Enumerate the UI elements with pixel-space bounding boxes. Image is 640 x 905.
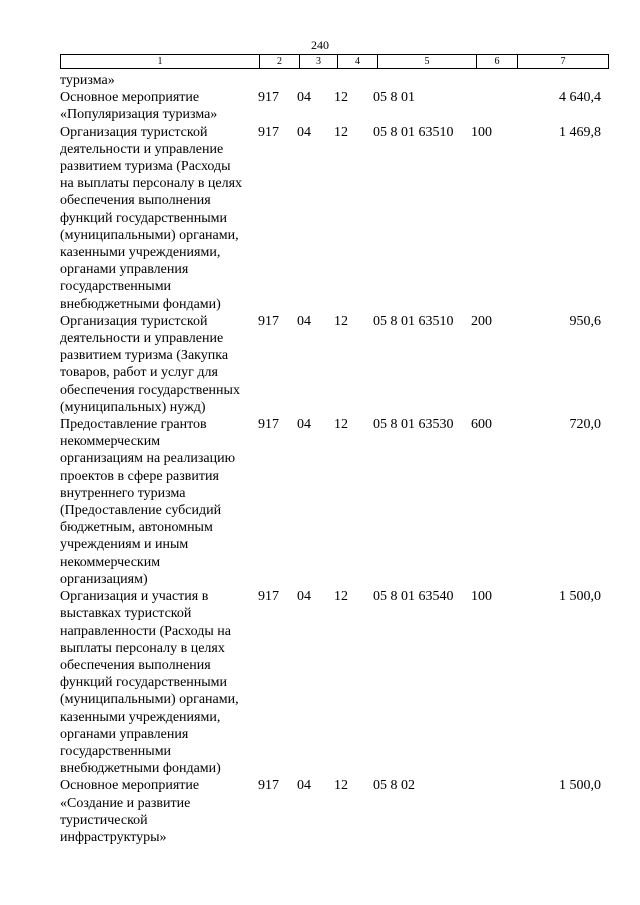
description-line: Основное мероприятие <box>60 90 200 106</box>
column-header-4: 4 <box>338 55 378 69</box>
row-subsection: 12 <box>334 313 348 329</box>
description-line: Предоставление грантов <box>60 417 207 433</box>
row-admin-code: 917 <box>258 90 279 106</box>
row-description <box>60 777 258 846</box>
row-amount: 1 469,8 <box>559 124 601 140</box>
page-number: 240 <box>311 38 329 52</box>
row-amount: 1 500,0 <box>559 778 601 794</box>
table-row <box>60 89 601 123</box>
description-line: Организация туристской <box>60 124 208 140</box>
description-line: обеспечения выполнения <box>60 193 211 209</box>
budget-table <box>60 72 601 846</box>
description-line: проектов в сфере развития <box>60 468 219 484</box>
row-section: 04 <box>297 417 311 433</box>
row-amount: 4 640,4 <box>559 90 601 106</box>
description-line: функций государственными <box>60 210 228 226</box>
row-subsection: 12 <box>334 778 348 794</box>
description-line: (муниципальных) нужд) <box>60 399 206 415</box>
column-header-2: 2 <box>260 55 300 69</box>
description-line: казенными учреждениями, <box>60 709 221 725</box>
row-amount <box>511 72 601 89</box>
row-subsection: 12 <box>334 589 348 605</box>
row-description <box>60 416 258 588</box>
description-line: учреждениям и иным <box>60 537 189 553</box>
row-target-article <box>373 72 471 89</box>
row-expense-type: 200 <box>471 313 492 329</box>
row-admin-code <box>258 72 297 89</box>
description-line: деятельности и управление <box>60 331 224 347</box>
row-description <box>60 313 258 416</box>
description-line: организациям) <box>60 571 148 587</box>
row-section: 04 <box>297 778 311 794</box>
description-line: направленности (Расходы на <box>60 623 232 639</box>
row-section: 04 <box>297 589 311 605</box>
table-row <box>60 72 601 89</box>
row-section: 04 <box>297 313 311 329</box>
table-row <box>60 313 601 416</box>
column-header-row <box>61 55 609 69</box>
budget-table-body <box>60 72 601 846</box>
description-line: органами управления <box>60 726 189 742</box>
description-line: казенными учреждениями, <box>60 245 221 261</box>
description-line: бюджетным, автономным <box>60 520 213 536</box>
description-line: обеспечения государственных <box>60 382 240 398</box>
description-line: выплаты персоналу в целях <box>60 640 225 656</box>
description-line: товаров, работ и услуг для <box>60 365 218 381</box>
description-line: органами управления <box>60 262 189 278</box>
description-line: функций государственными <box>60 675 228 691</box>
row-description <box>60 72 258 89</box>
table-row <box>60 777 601 846</box>
description-line: деятельности и управление <box>60 141 224 157</box>
description-line: туристической <box>60 812 148 828</box>
row-expense-type <box>471 777 511 846</box>
row-admin-code: 917 <box>258 778 279 794</box>
row-expense-type <box>471 72 511 89</box>
row-section: 04 <box>297 124 311 140</box>
row-subsection: 12 <box>334 124 348 140</box>
column-header-5: 5 <box>378 55 477 69</box>
table-row <box>60 124 601 313</box>
row-amount: 720,0 <box>569 417 601 433</box>
row-target-article: 05 8 01 63540 <box>373 589 454 605</box>
column-header-7: 7 <box>518 55 609 69</box>
table-row <box>60 416 601 588</box>
description-line: (муниципальными) органами, <box>60 227 239 243</box>
description-line: на выплаты персоналу в целях <box>60 176 243 192</box>
description-line: государственными <box>60 279 172 295</box>
description-line: туризма» <box>60 73 115 88</box>
row-admin-code: 917 <box>258 417 279 433</box>
row-section: 04 <box>297 90 311 106</box>
description-line: выставках туристской <box>60 606 192 622</box>
description-line: внутреннего туризма <box>60 485 186 501</box>
row-expense-type: 100 <box>471 589 492 605</box>
description-line: «Популяризация туризма» <box>60 107 218 123</box>
table-row <box>60 588 601 777</box>
description-line: Организация и участия в <box>60 589 209 605</box>
description-line: внебюджетными фондами) <box>60 761 221 777</box>
row-subsection: 12 <box>334 417 348 433</box>
row-description <box>60 124 258 313</box>
row-target-article: 05 8 01 63530 <box>373 417 454 433</box>
row-expense-type <box>471 89 511 123</box>
row-description <box>60 89 258 123</box>
row-expense-type: 100 <box>471 124 492 140</box>
description-line: Организация туристской <box>60 313 208 329</box>
description-line: государственными <box>60 743 172 759</box>
description-line: «Создание и развитие <box>60 795 191 811</box>
description-line: развитием туризма (Расходы <box>60 159 231 175</box>
description-line: некоммерческим <box>60 554 161 570</box>
description-line: (Предоставление субсидий <box>60 503 222 519</box>
description-line: Основное мероприятие <box>60 778 200 794</box>
row-amount: 950,6 <box>569 313 601 329</box>
description-line: организациям на реализацию <box>60 451 236 467</box>
row-subsection: 12 <box>334 90 348 106</box>
row-admin-code: 917 <box>258 313 279 329</box>
column-header-6: 6 <box>477 55 518 69</box>
description-line: инфраструктуры» <box>60 829 167 845</box>
description-line: (муниципальными) органами, <box>60 692 239 708</box>
row-target-article: 05 8 01 63510 <box>373 313 454 329</box>
column-header-1: 1 <box>61 55 260 69</box>
row-target-article: 05 8 02 <box>373 778 415 794</box>
row-admin-code: 917 <box>258 124 279 140</box>
row-target-article: 05 8 01 <box>373 90 415 106</box>
description-line: развитием туризма (Закупка <box>60 348 229 364</box>
row-admin-code: 917 <box>258 589 279 605</box>
row-target-article: 05 8 01 63510 <box>373 124 454 140</box>
column-header-table <box>60 54 609 69</box>
description-line: обеспечения выполнения <box>60 657 211 673</box>
row-amount: 1 500,0 <box>559 589 601 605</box>
description-line: внебюджетными фондами) <box>60 296 221 312</box>
column-header-3: 3 <box>300 55 338 69</box>
row-section <box>297 72 334 89</box>
description-line: некоммерческим <box>60 434 161 450</box>
row-subsection <box>334 72 373 89</box>
row-description <box>60 588 258 777</box>
row-expense-type: 600 <box>471 417 492 433</box>
